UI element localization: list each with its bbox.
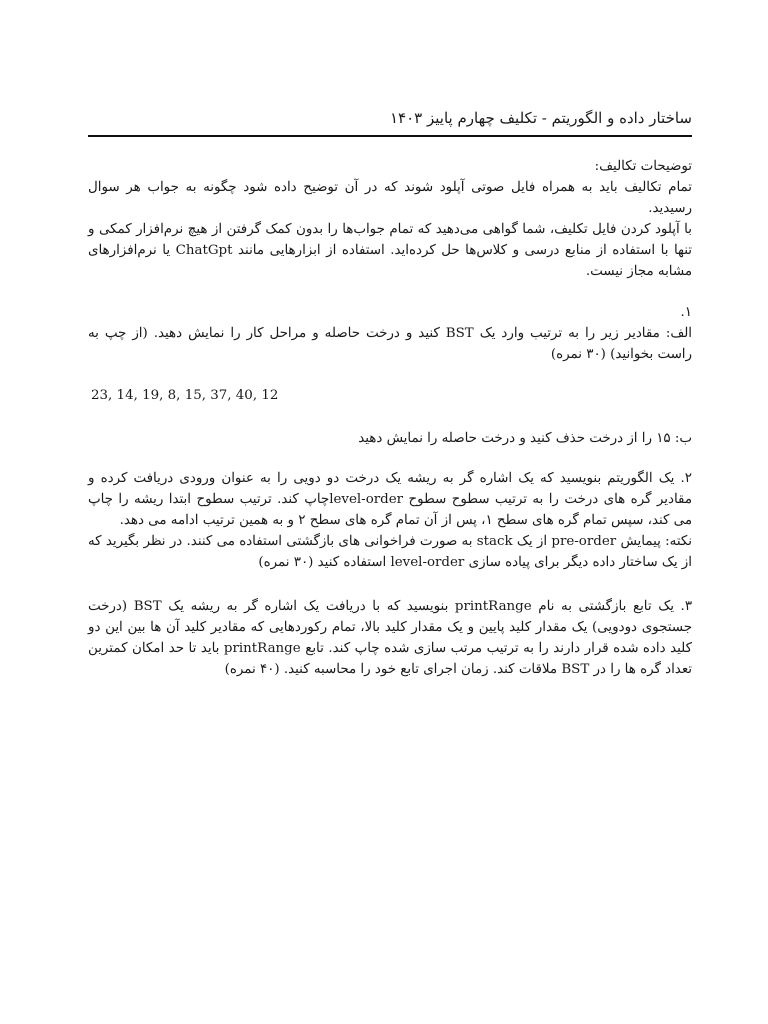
question-1-part-b — [88, 428, 692, 449]
instructions-line-1: تمام تکالیف باید به همراه فایل صوتی آپلود شوند که در آن توضیح داده شود چگونه به جواب هر سوال رسیدید. — [88, 180, 692, 216]
instructions-section — [88, 156, 692, 282]
document-page — [88, 0, 692, 1024]
page-title: ساختار داده و الگوریتم - تکلیف چهارم پاییز ۱۴۰۳ — [389, 109, 692, 127]
question-2-section — [88, 468, 692, 573]
question-1-section — [88, 302, 692, 365]
question-3-section — [88, 596, 692, 680]
instructions-heading: توضیحات تکالیف: — [594, 159, 692, 174]
question-1-values: 23, 14, 19, 8, 15, 37, 40, 12 — [91, 388, 279, 403]
instructions-line-2: با آپلود کردن فایل تکلیف، شما گواهی می‌دهید که تمام جواب‌ها را بدون کمک گرفتن از هیچ نرم‌افزار کمکی و تنها با استفاده از منابع درسی و کلاس‌ها حل کرده‌اید. استفاده از ابزارهایی مانند ChatGpt یا نرم‌افزارهای مشابه مجاز نیست. — [88, 222, 692, 279]
question-1-number: ۱. — [680, 305, 692, 320]
question-1-part-b-text: ب: ۱۵ را از درخت حذف کنید و درخت حاصله را نمایش دهید — [358, 431, 692, 446]
header-divider — [88, 135, 692, 137]
question-3-text: ۳. یک تابع بازگشتی به نام printRange بنویسید که با دریافت یک اشاره گر به ریشه یک BST (درخت جستجوی دودویی) یک مقدار کلید پایین و یک مقدار کلید بالا، تمام رکوردهایی که مقادیر کلید آن ها بین این دو کلید داده شده قرار دارند را به ترتیب مرتب سازی شده چاپ کند. تابع printRange باید تا حد امکان کمترین تعداد گره ها را در BST ملاقات کند. زمان اجرای تابع خود را محاسبه کنید. (۴۰ نمره) — [88, 599, 693, 677]
question-2-text: ۲. یک الگوریتم بنویسید که یک اشاره گر به ریشه یک درخت دو دویی را به عنوان ورودی دریافت کرده و مقادیر گره های درخت را به ترتیب سطوح سطوح level-orderچاپ کند. ترتیب سطوح ابتدا ریشه را چاپ می کند، سپس تمام گره های سطح ۱، پس از آن تمام گره های سطح ۲ و به همین ترتیب ادامه می دهد. — [88, 471, 692, 528]
question-2-note: نکته: پیمایش pre-order از یک stack به صورت فراخوانی های بازگشتی استفاده می کنند. در نظر بگیرید که از یک ساختار داده دیگر برای پیاده سازی level-order استفاده کنید (۳۰ نمره) — [88, 534, 692, 570]
question-1-part-a: الف: مقادیر زیر را به ترتیب وارد یک BST کنید و درخت حاصله و مراحل کار را نمایش دهید. (از چپ به راست بخوانید) (۳۰ نمره) — [88, 326, 692, 362]
